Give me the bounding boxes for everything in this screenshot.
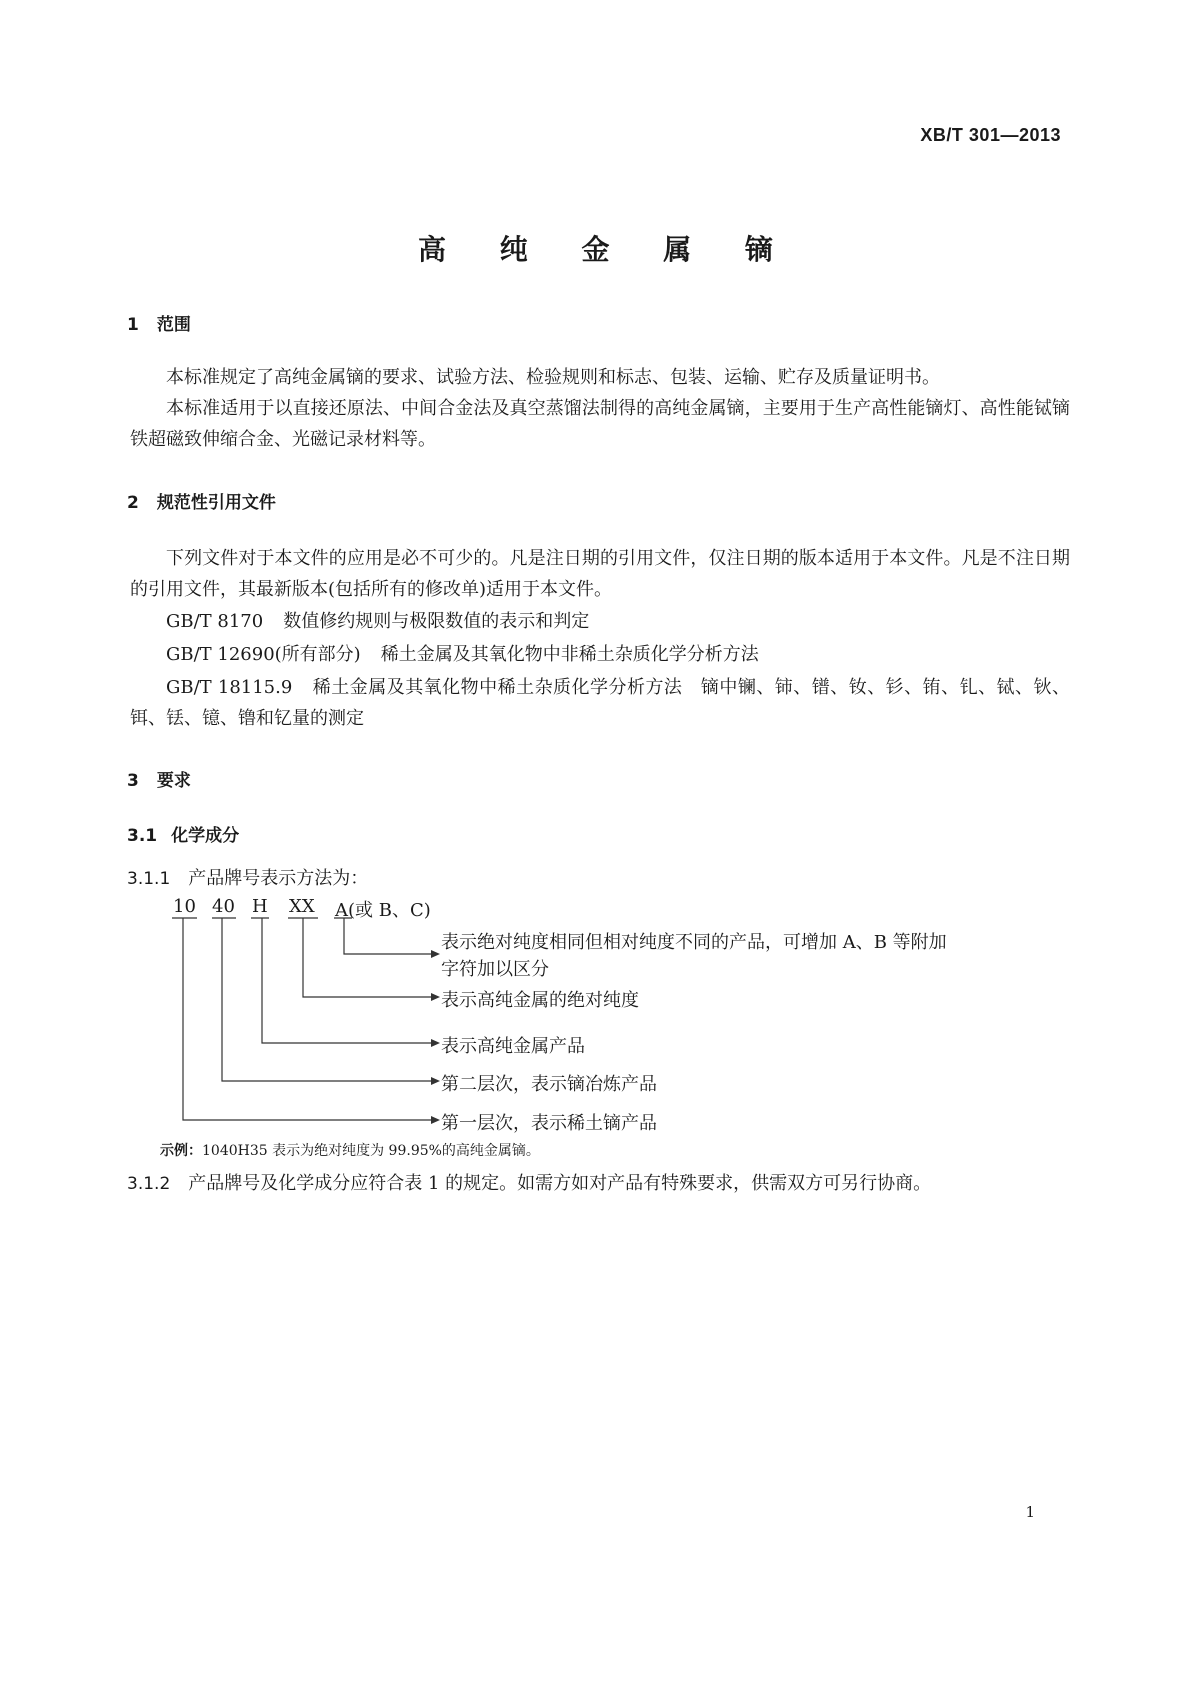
reference-code: GB/T 12690(所有部分) [166,644,361,665]
section-title: 化学成分 [171,826,240,846]
reference-title: 数值修约规则与极限数值的表示和判定 [283,611,590,632]
section-1-paragraph: 本标准规定了高纯金属镝的要求、试验方法、检验规则和标志、包装、运输、贮存及质量证明书。 [166,367,940,388]
code-part: 40 [212,896,235,917]
code-explanation: 表示高纯金属的绝对纯度 [441,990,639,1011]
page-number: 1 [1025,1503,1035,1521]
connector-line [262,918,433,1043]
code-explanation: 表示绝对纯度相同但相对纯度不同的产品，可增加 A、B 等附加 [441,932,947,953]
section-title: 范围 [156,315,191,335]
code-part: A(或 B、C) [335,900,431,921]
section-2-intro: 下列文件对于本文件的应用是必不可少的。凡是注日期的引用文件，仅注日期的版本适用于本文件。凡是不注日期的引用文件，其最新版本(包括所有的修改单)适用于本文件。 [130,548,1070,600]
code-part: 10 [173,896,196,917]
reference-title: 稀土金属及其氧化物中稀土杂质化学分析方法 镝中镧、铈、镨、钕、钐、铕、钆、铽、钬、铒、铥、镱、镥和钇量的测定 [130,677,1071,729]
arrow-head-icon [431,950,440,958]
section-number: 2 [127,493,139,513]
section-title: 规范性引用文件 [156,493,276,513]
arrow-head-icon [431,993,440,1001]
document-title: 高 纯 金 属 镝 [418,233,795,266]
reference-code: GB/T 18115.9 [166,677,293,698]
example-text: 1040H35 表示为绝对纯度为 99.95%的高纯金属镝。 [202,1143,540,1159]
section-1-paragraph: 本标准适用于以直接还原法、中间合金法及真空蒸馏法制得的高纯金属镝，主要用于生产高性能镝灯、高性能铽镝铁超磁致伸缩合金、光磁记录材料等。 [130,398,1070,450]
arrow-head-icon [431,1039,440,1047]
section-number: 3 [127,771,139,791]
section-number: 3.1 [127,826,158,846]
code-explanation: 第二层次，表示镝冶炼产品 [441,1074,657,1095]
standard-code: XB/T 301—2013 [920,125,1061,145]
section-number: 1 [127,315,139,335]
reference-title: 稀土金属及其氧化物中非稀土杂质化学分析方法 [380,644,759,665]
connector-line [183,918,433,1120]
section-title: 要求 [156,771,191,791]
clause-3-1-2 [127,1169,931,1195]
code-explanation: 字符加以区分 [441,959,549,980]
arrow-head-icon [431,1116,440,1124]
code-part: XX [289,896,315,917]
code-explanation: 表示高纯金属产品 [441,1036,585,1057]
code-explanation: 第一层次，表示稀土镝产品 [441,1113,657,1134]
example-label: 示例： [160,1143,202,1159]
reference-code: GB/T 8170 [166,611,264,632]
clause-text: 产品牌号及化学成分应符合表 1 的规定。如需方如对产品有特殊要求，供需双方可另行协商。 [188,1173,932,1194]
clause-text: 产品牌号表示方法为： [188,868,369,889]
clause-number: 3.1.2 [127,1174,171,1194]
example-note [160,1140,540,1160]
connector-line [222,918,433,1081]
arrow-head-icon [431,1077,440,1085]
code-part: H [252,896,268,917]
connector-line [344,918,433,954]
connector-line [303,918,433,997]
clause-number: 3.1.1 [127,869,171,889]
